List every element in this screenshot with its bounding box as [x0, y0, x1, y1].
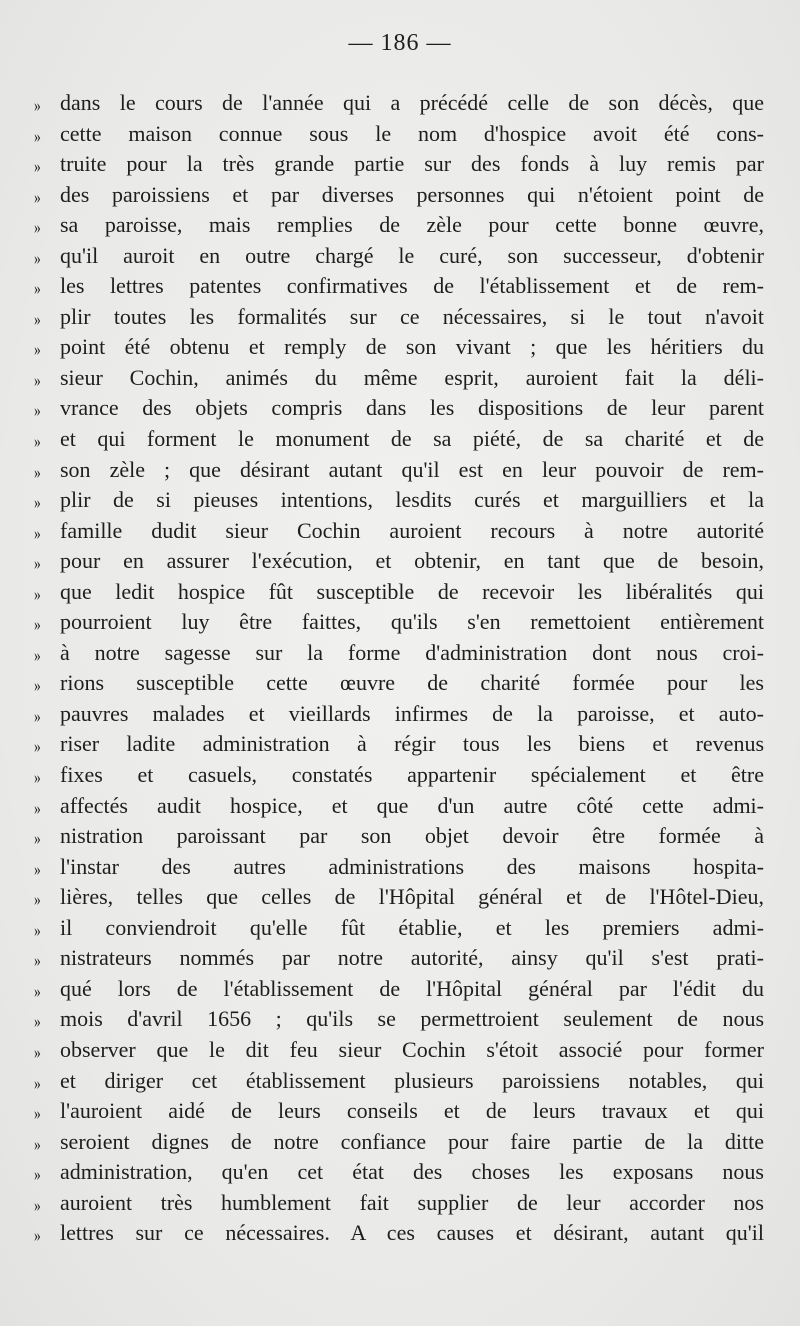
- quote-mark: »: [34, 1072, 41, 1093]
- line-text: nistrateurs nommés par notre autorité, ainsy qu'il s'est prati-: [60, 945, 764, 971]
- quote-mark: »: [34, 217, 41, 238]
- line-text: auroient très humblement fait supplier de leur accorder nos: [60, 1189, 764, 1215]
- text-body: [34, 88, 764, 1249]
- page-number: — 186 —: [348, 30, 452, 56]
- text-line: [34, 546, 764, 577]
- quote-mark: »: [34, 339, 41, 360]
- line-text: dans le cours de l'année qui a précédé celle de son décès, que: [60, 90, 764, 115]
- text-line: [34, 1218, 764, 1249]
- quote-mark: »: [34, 1225, 41, 1246]
- text-line: [34, 1127, 764, 1158]
- quote-mark: »: [34, 492, 41, 513]
- line-text: et diriger cet établissement plusieurs paroissiens notables, qui: [60, 1067, 764, 1093]
- text-line: [34, 210, 764, 241]
- line-text: affectés audit hospice, et que d'un autre côté cette admi-: [60, 792, 764, 818]
- line-text: fixes et casuels, constatés appartenir spécialement et être: [60, 762, 764, 788]
- quote-mark: »: [34, 675, 41, 696]
- quote-mark: »: [34, 553, 41, 574]
- text-line: [34, 1096, 764, 1127]
- quote-mark: »: [34, 1194, 41, 1215]
- text-line: [34, 607, 764, 638]
- text-line: [34, 577, 764, 608]
- line-text: il conviendroit qu'elle fût établie, et les premiers admi-: [60, 914, 764, 940]
- quote-mark: »: [34, 308, 41, 329]
- text-line: [34, 455, 764, 486]
- quote-mark: »: [34, 156, 41, 177]
- text-line: [34, 760, 764, 791]
- line-text: l'auroient aidé de leurs conseils et de leurs travaux et qui: [60, 1098, 764, 1124]
- line-text: riser ladite administration à régir tous les biens et revenus: [60, 731, 764, 757]
- line-text: les lettres patentes confirmatives de l'établissement et de rem-: [60, 273, 764, 299]
- line-text: administration, qu'en cet état des choses les exposans nous: [60, 1159, 764, 1185]
- quote-mark: »: [34, 95, 41, 115]
- quote-mark: »: [34, 736, 41, 757]
- line-text: point été obtenu et remply de son vivant ; que les héritiers du: [60, 334, 764, 360]
- text-line: [34, 1035, 764, 1066]
- line-text: cette maison connue sous le nom d'hospice avoit été cons-: [60, 120, 764, 146]
- text-line: [34, 1188, 764, 1219]
- line-text: pour en assurer l'exécution, et obtenir, en tant que de besoin,: [60, 548, 764, 574]
- line-text: des paroissiens et par diverses personnes qui n'étoient point de: [60, 181, 764, 207]
- quote-mark: »: [34, 1011, 41, 1032]
- line-text: rions susceptible cette œuvre de charité formée pour les: [60, 670, 764, 696]
- line-text: l'instar des autres administrations des maisons hospita-: [60, 853, 764, 879]
- quote-mark: »: [34, 400, 41, 421]
- text-line: [34, 1066, 764, 1097]
- text-line: [34, 913, 764, 944]
- line-text: vrance des objets compris dans les dispositions de leur parent: [60, 395, 764, 421]
- text-line: [34, 363, 764, 394]
- text-line: [34, 119, 764, 150]
- line-text: observer que le dit feu sieur Cochin s'étoit associé pour former: [60, 1036, 764, 1062]
- text-line: [34, 271, 764, 302]
- line-text: nistration paroissant par son objet devoir être formée à: [60, 823, 764, 849]
- text-line: [34, 882, 764, 913]
- quote-mark: »: [34, 522, 41, 543]
- line-text: mois d'avril 1656 ; qu'ils se permettroient seulement de nous: [60, 1006, 764, 1032]
- text-line: [34, 729, 764, 760]
- quote-mark: »: [34, 1133, 41, 1154]
- quote-mark: »: [34, 858, 41, 879]
- text-line: [34, 149, 764, 180]
- text-line: [34, 821, 764, 852]
- line-text: truite pour la très grande partie sur des fonds à luy remis par: [60, 151, 764, 177]
- line-text: pauvres malades et vieillards infirmes de la paroisse, et auto-: [60, 700, 764, 726]
- quote-mark: »: [34, 583, 41, 604]
- text-line: [34, 302, 764, 333]
- text-line: [34, 1157, 764, 1188]
- text-line: [34, 393, 764, 424]
- line-text: qué lors de l'établissement de l'Hôpital général par l'édit du: [60, 975, 764, 1001]
- quote-mark: »: [34, 828, 41, 849]
- quote-mark: »: [34, 1164, 41, 1185]
- text-line: [34, 88, 764, 119]
- text-line: [34, 485, 764, 516]
- quote-mark: »: [34, 889, 41, 910]
- text-line: [34, 668, 764, 699]
- quote-mark: »: [34, 461, 41, 482]
- quote-mark: »: [34, 644, 41, 665]
- text-line: [34, 180, 764, 211]
- quote-mark: »: [34, 767, 41, 788]
- text-line: [34, 516, 764, 547]
- quote-mark: »: [34, 797, 41, 818]
- quote-mark: »: [34, 125, 41, 146]
- text-line: [34, 943, 764, 974]
- quote-mark: »: [34, 247, 41, 268]
- line-text: plir de si pieuses intentions, lesdits curés et marguilliers et la: [60, 487, 764, 513]
- line-text: pourroient luy être faittes, qu'ils s'en remettoient entièrement: [60, 609, 764, 635]
- text-line: [34, 699, 764, 730]
- line-text: qu'il auroit en outre chargé le curé, son successeur, d'obtenir: [60, 242, 764, 268]
- quote-mark: »: [34, 1103, 41, 1124]
- line-text: famille dudit sieur Cochin auroient recours à notre autorité: [60, 517, 764, 543]
- quote-mark: »: [34, 950, 41, 971]
- line-text: seroient dignes de notre confiance pour faire partie de la ditte: [60, 1128, 764, 1154]
- quote-mark: »: [34, 278, 41, 299]
- line-text: sieur Cochin, animés du même esprit, auroient fait la déli-: [60, 364, 764, 390]
- line-text: que ledit hospice fût susceptible de recevoir les libéralités qui: [60, 578, 764, 604]
- line-text: sa paroisse, mais remplies de zèle pour cette bonne œuvre,: [60, 212, 764, 238]
- text-line: [34, 852, 764, 883]
- quote-mark: »: [34, 980, 41, 1001]
- line-text: à notre sagesse sur la forme d'administration dont nous croi-: [60, 639, 764, 665]
- quote-mark: »: [34, 1041, 41, 1062]
- text-line: [34, 241, 764, 272]
- text-line: [34, 638, 764, 669]
- line-text: plir toutes les formalités sur ce nécessaires, si le tout n'avoit: [60, 303, 764, 329]
- text-line: [34, 974, 764, 1005]
- line-text: et qui forment le monument de sa piété, de sa charité et de: [60, 426, 764, 452]
- line-text: lettres sur ce nécessaires. A ces causes et désirant, autant qu'il: [60, 1220, 764, 1246]
- quote-mark: »: [34, 431, 41, 452]
- text-line: [34, 791, 764, 822]
- quote-mark: »: [34, 369, 41, 390]
- quote-mark: »: [34, 614, 41, 635]
- line-text: son zèle ; que désirant autant qu'il est en leur pouvoir de rem-: [60, 456, 764, 482]
- text-line: [34, 332, 764, 363]
- text-line: [34, 424, 764, 455]
- quote-mark: »: [34, 919, 41, 940]
- quote-mark: »: [34, 186, 41, 207]
- line-text: lières, telles que celles de l'Hôpital général et de l'Hôtel-Dieu,: [60, 884, 764, 910]
- text-line: [34, 1004, 764, 1035]
- quote-mark: »: [34, 705, 41, 726]
